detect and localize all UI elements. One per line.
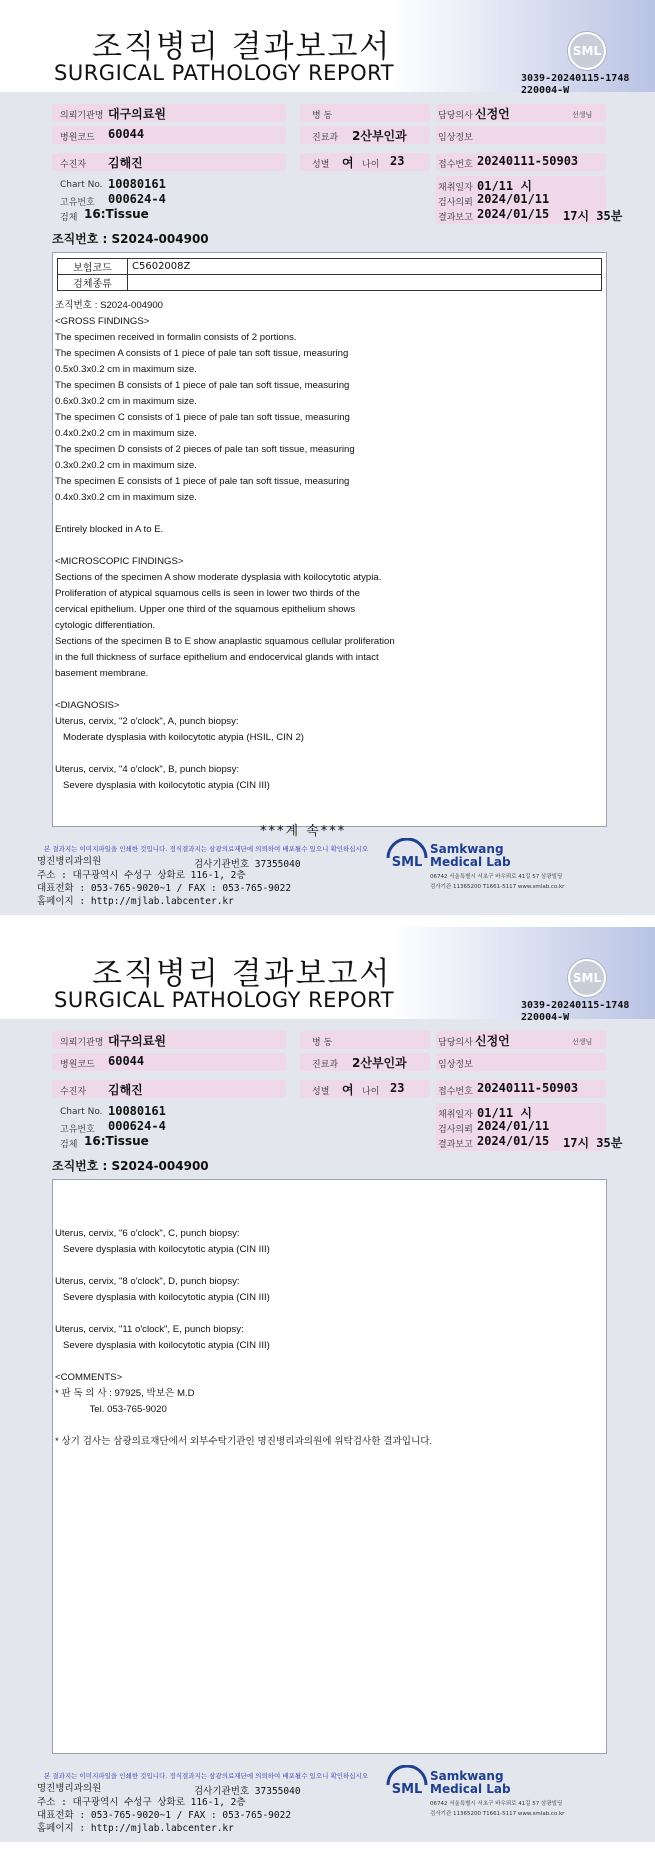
receipt-value: 20240111-50903 (477, 154, 579, 168)
request-value: 2024/01/11 (477, 1119, 550, 1133)
age-label: 나이 (362, 1087, 380, 1097)
clinical-info-label: 임상정보 (438, 133, 473, 143)
result-label: 결과보고 (438, 1140, 473, 1150)
age-label: 나이 (362, 160, 380, 170)
unique-value: 000624-4 (108, 1119, 166, 1133)
age-value: 23 (390, 1081, 405, 1095)
document-id-line2: 220004-W (521, 1012, 570, 1023)
report-line: Sections of the specimen A show moderate dysplasia with koilocytotic atypia. (55, 572, 382, 583)
report-line: <MICROSCOPIC FINDINGS> (55, 556, 184, 567)
report-line (55, 1258, 432, 1274)
print-notice: 본 결과지는 이미지파일을 인쇄한 것입니다. 정식결과지는 삼광의료재단에 의뢰하여 배포될수 있으니 확인하십시오 (44, 845, 369, 853)
institution-value: 대구의료원 (108, 1034, 166, 1048)
continued-marker: ***계 속*** (260, 824, 347, 839)
specimen-label: 검체 (60, 213, 78, 223)
document-id (521, 73, 629, 97)
sml-address-line2: 검사기관 11365200 T1661-5117 www.smlab.co.kr (430, 1811, 565, 1817)
clinical-info-label: 임상정보 (438, 1060, 473, 1070)
lab-homepage: 홈페이지 : http://mjlab.labcenter.kr (37, 1823, 234, 1834)
report-line (55, 1210, 432, 1226)
physician-value: 신정언 (475, 1034, 510, 1048)
report-line: 0.3x0.2x0.2 cm in maximum size. (55, 460, 197, 471)
report-line: Severe dysplasia with koilocytotic atypia (CIN III) (55, 780, 270, 791)
dept-value: 2산부인과 (352, 129, 407, 143)
lab-license: 검사기관번호 37355040 (194, 1786, 301, 1797)
report-line (55, 746, 395, 762)
report-page-1 (0, 0, 655, 915)
physician-value: 신정언 (475, 107, 510, 121)
report-title-english: SURGICAL PATHOLOGY REPORT (54, 988, 395, 1012)
document-id-line1: 3039-20240115-1748 (521, 73, 630, 84)
report-line: cytologic differentiation. (55, 620, 156, 631)
report-line: 0.6x0.3x0.2 cm in maximum size. (55, 396, 197, 407)
report-line: basement membrane. (55, 668, 149, 679)
document-id (521, 1000, 629, 1024)
report-line (55, 682, 395, 698)
report-body-box (52, 252, 607, 827)
sml-name-line2: Medical Lab (430, 1782, 511, 1796)
specimen-value: 16:Tissue (84, 1134, 149, 1148)
report-line: The specimen B consists of 1 piece of pale tan soft tissue, measuring (55, 380, 350, 391)
report-line: Uterus, cervix, "6 o'clock", C, punch biopsy: (55, 1228, 240, 1239)
sml-name-line1: Samkwang (430, 1769, 504, 1783)
request-value: 2024/01/11 (477, 192, 550, 206)
sampling-label: 채취일자 (438, 183, 473, 193)
report-body-box (52, 1179, 607, 1754)
report-line: 0.4x0.2x0.2 cm in maximum size. (55, 428, 197, 439)
report-line: Tel. 053-765-9020 (55, 1404, 167, 1415)
report-line: <COMMENTS> (55, 1372, 123, 1383)
insurance-code-label: 보험코드 (58, 259, 128, 275)
field-band (52, 1080, 286, 1098)
request-label: 검사의뢰 (438, 198, 473, 208)
document-id-line2: 220004-W (521, 85, 570, 96)
lab-license: 검사기관번호 37355040 (194, 859, 301, 870)
sml-logo-text: SML (391, 1782, 423, 1797)
report-text-page2 (55, 1210, 432, 1450)
hospital-code-label: 병원코드 (60, 1060, 95, 1070)
result-value: 2024/01/15 (477, 1134, 550, 1148)
ward-label: 병 동 (312, 1038, 333, 1048)
report-line: <DIAGNOSIS> (55, 700, 120, 711)
result-label: 결과보고 (438, 213, 473, 223)
sex-value: 여 (342, 1083, 354, 1097)
chart-value: 10080161 (108, 1104, 166, 1118)
unique-label: 고유번호 (60, 1125, 95, 1135)
code-table (57, 258, 602, 291)
report-line: <GROSS FINDINGS> (55, 316, 150, 327)
report-title-korean: 조직병리 결과보고서 (92, 956, 392, 992)
institution-label: 의뢰기관명 (60, 1038, 104, 1048)
tissue-number: 조직번호 : S2024-004900 (52, 1159, 209, 1173)
report-line: The specimen D consists of 2 pieces of pale tan soft tissue, measuring (55, 444, 355, 455)
report-line: 조직번호 : S2024-004900 (55, 300, 164, 311)
tissue-number: 조직번호 : S2024-004900 (52, 232, 209, 246)
chart-value: 10080161 (108, 177, 166, 191)
report-line: 0.5x0.3x0.2 cm in maximum size. (55, 364, 197, 375)
age-value: 23 (390, 154, 405, 168)
lab-address: 주소 : 대구광역시 수성구 상화로 116-1, 2층 (37, 1797, 246, 1808)
lab-address: 주소 : 대구광역시 수성구 상화로 116-1, 2층 (37, 870, 246, 881)
physician-label: 담당의사 (438, 1038, 473, 1048)
lab-phone: 대표전화 : 053-765-9020~1 / FAX : 053-765-9022 (37, 883, 292, 894)
report-line: Uterus, cervix, "4 o'clock", B, punch biopsy: (55, 764, 240, 775)
receipt-value: 20240111-50903 (477, 1081, 579, 1095)
report-line: Severe dysplasia with koilocytotic atypia (CIN III) (55, 1340, 270, 1351)
report-line: Sections of the specimen B to E show anaplastic squamous cellular proliferation (55, 636, 395, 647)
report-line: The specimen received in formalin consists of 2 portions. (55, 332, 297, 343)
unique-value: 000624-4 (108, 192, 166, 206)
institution-label: 의뢰기관명 (60, 111, 104, 121)
table-row (58, 259, 602, 275)
report-line: The specimen C consists of 1 piece of pale tan soft tissue, measuring (55, 412, 350, 423)
ward-label: 병 동 (312, 111, 333, 121)
logo-text: SML (572, 44, 602, 58)
report-title-english: SURGICAL PATHOLOGY REPORT (54, 61, 395, 85)
report-line: The specimen A consists of 1 piece of pale tan soft tissue, measuring (55, 348, 349, 359)
document-id-line1: 3039-20240115-1748 (521, 1000, 630, 1011)
dept-label: 진료과 (312, 1060, 339, 1070)
request-label: 검사의뢰 (438, 1125, 473, 1135)
report-line (55, 506, 395, 522)
field-band (52, 153, 286, 171)
patient-label: 수진자 (60, 160, 87, 170)
report-line (55, 1418, 432, 1434)
report-line: Severe dysplasia with koilocytotic atypia (CIN III) (55, 1244, 270, 1255)
sex-label: 성별 (312, 160, 330, 170)
report-line: Moderate dysplasia with koilocytotic atypia (HSIL, CIN 2) (55, 732, 305, 743)
sml-logo-icon (568, 32, 606, 70)
dept-label: 진료과 (312, 133, 339, 143)
report-text-page1 (55, 298, 395, 794)
sex-value: 여 (342, 156, 354, 170)
report-line: Uterus, cervix, "11 o'clock", E, punch biopsy: (55, 1324, 244, 1335)
physician-suffix: 선생님 (572, 111, 593, 119)
report-line: cervical epithelium. Upper one third of the squamous epithelium shows (55, 604, 356, 615)
chart-label: Chart No. (60, 1107, 103, 1117)
unique-label: 고유번호 (60, 198, 95, 208)
report-line (55, 1354, 432, 1370)
patient-value: 김해진 (108, 156, 143, 170)
specimen-value: 16:Tissue (84, 207, 149, 221)
physician-label: 담당의사 (438, 111, 473, 121)
sampling-value: 01/11 시 (477, 1106, 532, 1120)
samkwang-logo-icon (384, 838, 430, 876)
hospital-code-value: 60044 (108, 1054, 145, 1068)
report-line: 0.4x0.3x0.2 cm in maximum size. (55, 492, 197, 503)
sex-label: 성별 (312, 1087, 330, 1097)
specimen-label: 검체 (60, 1140, 78, 1150)
patient-label: 수진자 (60, 1087, 87, 1097)
result-time-value: 17시 35분 (563, 1136, 623, 1150)
lab-name: 명진병리과의원 (37, 1783, 102, 1794)
sml-address-line1: 06742 서울특별시 서초구 바우뫼로 41길 57 삼광빌딩 (430, 1801, 563, 1807)
institution-value: 대구의료원 (108, 107, 166, 121)
report-title-korean: 조직병리 결과보고서 (92, 29, 392, 65)
samkwang-logo-icon (384, 1765, 430, 1803)
report-line: Uterus, cervix, "2 o'clock", A, punch biopsy: (55, 716, 239, 727)
table-row (58, 275, 602, 291)
report-line: in the full thickness of surface epithelium and endocervical glands with intact (55, 652, 379, 663)
sml-name-line2: Medical Lab (430, 855, 511, 869)
report-line: The specimen E consists of 1 piece of pale tan soft tissue, measuring (55, 476, 350, 487)
result-value: 2024/01/15 (477, 207, 550, 221)
report-line: Proliferation of atypical squamous cells is seen in lower two thirds of the (55, 588, 361, 599)
receipt-label: 접수번호 (438, 160, 473, 170)
report-line: * 상기 검사는 삼광의료재단에서 외부수탁기관인 명진병리과의원에 위탁검사한 결과입니다. (55, 1436, 433, 1447)
sml-logo-text: SML (391, 855, 423, 870)
report-line: Uterus, cervix, "8 o'clock", D, punch biopsy: (55, 1276, 240, 1287)
report-line: Entirely blocked in A to E. (55, 524, 164, 535)
report-line: * 판 독 의 사 : 97925, 박보은 M.D (55, 1388, 195, 1399)
exam-type-label: 검체종류 (58, 275, 128, 291)
logo-text: SML (572, 971, 602, 985)
print-notice: 본 결과지는 이미지파일을 인쇄한 것입니다. 정식결과지는 삼광의료재단에 의뢰하여 배포될수 있으니 확인하십시오 (44, 1772, 369, 1780)
lab-phone: 대표전화 : 053-765-9020~1 / FAX : 053-765-9022 (37, 1810, 292, 1821)
report-page-2 (0, 927, 655, 1842)
hospital-code-label: 병원코드 (60, 133, 95, 143)
chart-label: Chart No. (60, 180, 103, 190)
lab-homepage: 홈페이지 : http://mjlab.labcenter.kr (37, 896, 234, 907)
lab-name: 명진병리과의원 (37, 856, 102, 867)
insurance-code-value: C5602008Z (128, 259, 602, 275)
sml-name-line1: Samkwang (430, 842, 504, 856)
report-line (55, 538, 395, 554)
sampling-value: 01/11 시 (477, 179, 532, 193)
hospital-code-value: 60044 (108, 127, 145, 141)
physician-suffix: 선생님 (572, 1038, 593, 1046)
report-line: Severe dysplasia with koilocytotic atypia (CIN III) (55, 1292, 270, 1303)
sml-address-line1: 06742 서울특별시 서초구 바우뫼로 41길 57 삼광빌딩 (430, 874, 563, 880)
sampling-label: 채취일자 (438, 1110, 473, 1120)
sml-address-line2: 검사기관 11365200 T1661-5117 www.smlab.co.kr (430, 884, 565, 890)
dept-value: 2산부인과 (352, 1056, 407, 1070)
receipt-label: 접수번호 (438, 1087, 473, 1097)
result-time-value: 17시 35분 (563, 209, 623, 223)
exam-type-value (128, 275, 602, 291)
sml-logo-icon (568, 959, 606, 997)
report-line (55, 1306, 432, 1322)
patient-value: 김해진 (108, 1083, 143, 1097)
